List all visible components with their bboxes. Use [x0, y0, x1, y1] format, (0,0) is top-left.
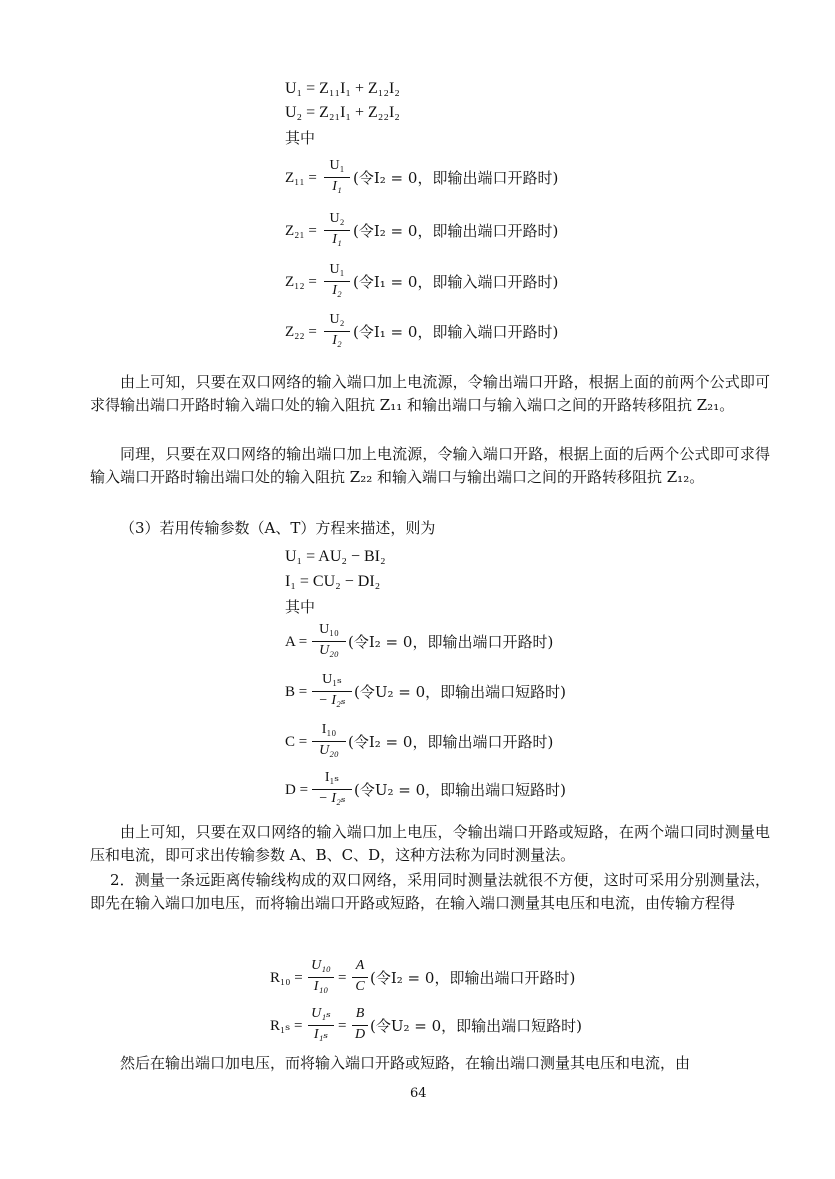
document-page: U₁ = Z₁₁I₁ + Z₁₂I₂ U₂ = Z₂₁I₁ + Z₂₂I₂ 其中 Z₁₁ = U₁ I₁ (令I₂ = 0，即输出端口开路时) Z₂₁ = U₂ I₁ (令I₂ = 0，即输出端口开路时) Z₁₂ = U₁ I₂ (令I₁ = 0，即输入端口开路时) Z₂₂ = U₂ I₂ (令I₁ = 0，即输入端口开路时) 由上可知，只要在双口网络的输入端口加上电流源，令输出端口开路，根据上面的前两个公式即可求得输出端口开路时输入端口处的输入阻抗 Z₁₁ 和输出端口与输入端口之间的开路转移阻抗 Z₂₁。 同理，只要在双口网络的输出端口加上电流源，令输入端口开路，根据上面的后两个公式即可求得输入端口开路时输出端口处的输入阻抗 Z₂₂ 和输入端口与输出端口之间的开路转移阻抗 Z₁₂。 （3）若用传输参数（A、T）方程来描述，则为 U₁ = AU₂ − BI₂ I₁ = CU₂ − DI₂ 其中 A = U₁₀ U₂₀ (令I₂ = 0，即输出端口开路时) B = U₁ₛ − I₂ₛ (令U₂ = 0，即输出端口短路时) C = I₁₀ U₂₀ (令I₂ = 0，即输出端口开路时) D = I₁ₛ − I₂ₛ (令U₂ = 0，即输出端口短路时) 由上可知，只要在双口网络的输入端口加上电压，令输出端口开路或短路，在两个端口同时测量电压和电流，即可求出传输参数 A、B、C、D，这种方法称为同时测量法。 2．测量一条远距离传输线构成的双口网络，采用同时测量法就很不方便，这时可采用分别测量法，即先在输入端口加电压，而将输出端口开路或短路，在输入端口测量其电压和电流，由传输方程得 R₁₀ = U₁₀ I₁₀ = A C (令I₂ = 0，即输出端口开路时) R₁ₛ = U₁ₛ I₁ₛ = B D (令U₂ = 0，即输出端口短路时) 然后在输出端口加电压，而将输入端口开路或短路，在输出端口测量其电压和电流，由 64	[90, 80, 770, 1101]
r1s-num2: B	[355, 1006, 365, 1021]
r1s-lhs: R₁ₛ =	[270, 1018, 303, 1034]
z21-lhs: Z₂₁ =	[285, 223, 317, 239]
r10-lhs: R₁₀ =	[270, 970, 303, 986]
r10-den2: C	[355, 979, 365, 994]
r1s-condition: (令U₂ = 0，即输出端口短路时)	[370, 1017, 583, 1035]
z11-condition: (令I₂ = 0，即输出端口开路时)	[353, 169, 559, 187]
z21-num: U₂	[329, 211, 345, 226]
c-den: U₂₀	[319, 743, 339, 758]
b-num: U₁ₛ	[322, 672, 342, 687]
z22-num: U₂	[329, 312, 345, 327]
z12-lhs: Z₁₂ =	[285, 274, 317, 290]
z12-den: I₂	[332, 283, 342, 298]
z11-num: U₁	[329, 158, 345, 173]
d-den: − I₂ₛ	[318, 791, 346, 806]
r10-condition: (令I₂ = 0，即输出端口开路时)	[370, 969, 576, 987]
z22-condition: (令I₁ = 0，即输入端口开路时)	[353, 323, 559, 341]
z22-den: I₂	[332, 333, 342, 348]
c-lhs: C =	[285, 734, 308, 750]
z11-den: I₁	[332, 179, 342, 194]
equation-u2: U₂ = Z₂₁I₁ + Z₂₂I₂	[285, 104, 400, 121]
d-num: I₁ₛ	[324, 770, 340, 785]
label-qizhong-1: 其中	[285, 129, 316, 147]
c-num: I₁₀	[321, 722, 337, 737]
a-num: U₁₀	[319, 622, 339, 637]
paragraph-3: （3）若用传输参数（A、T）方程来描述，则为	[120, 519, 436, 537]
paragraph-1: 由上可知，只要在双口网络的输入端口加上电流源，令输出端口开路，根据上面的前两个公式即可求得输出端口开路时输入端口处的输入阻抗 Z₁₁ 和输出端口与输入端口之间的开路转移阻抗 Z₂₁。	[90, 373, 770, 414]
paragraph-5: 2．测量一条远距离传输线构成的双口网络，采用同时测量法就很不方便，这时可采用分别测量法，即先在输入端口加电压，而将输出端口开路或短路，在输入端口测量其电压和电流，由传输方程得	[90, 871, 770, 912]
a-lhs: A =	[285, 634, 308, 650]
b-condition: (令U₂ = 0，即输出端口短路时)	[354, 683, 567, 701]
a-den: U₂₀	[319, 643, 339, 658]
r10-den1: I₁₀	[313, 979, 329, 994]
b-den: − I₂ₛ	[318, 693, 346, 708]
z12-num: U₁	[329, 262, 345, 277]
z21-den: I₁	[332, 232, 342, 247]
z12-condition: (令I₁ = 0，即输入端口开路时)	[353, 273, 559, 291]
r1s-num1: U₁ₛ	[311, 1006, 331, 1021]
d-lhs: D =	[285, 782, 309, 798]
d-condition: (令U₂ = 0，即输出端口短路时)	[354, 781, 567, 799]
label-qizhong-2: 其中	[285, 598, 316, 616]
r1s-den1: I₁ₛ	[313, 1027, 329, 1042]
equation-t-i1: I₁ = CU₂ − DI₂	[285, 573, 381, 590]
paragraph-2: 同理，只要在双口网络的输出端口加上电流源，令输入端口开路，根据上面的后两个公式即可求得输入端口开路时输出端口处的输入阻抗 Z₂₂ 和输入端口与输出端口之间的开路转移阻抗 Z₁₂。	[90, 445, 770, 486]
z22-lhs: Z₂₂ =	[285, 324, 317, 340]
z21-condition: (令I₂ = 0，即输出端口开路时)	[353, 222, 559, 240]
paragraph-6: 然后在输出端口加电压，而将输入端口开路或短路，在输出端口测量其电压和电流，由	[120, 1054, 691, 1072]
equation-u1: U₁ = Z₁₁I₁ + Z₁₂I₂	[285, 80, 400, 97]
r1s-den2: D	[354, 1027, 366, 1042]
r10-num1: U₁₀	[311, 958, 331, 973]
a-condition: (令I₂ = 0，即输出端口开路时)	[348, 633, 554, 651]
r10-num2: A	[355, 958, 365, 973]
b-lhs: B =	[285, 684, 308, 700]
paragraph-4: 由上可知，只要在双口网络的输入端口加上电压，令输出端口开路或短路，在两个端口同时测量电压和电流，即可求出传输参数 A、B、C、D，这种方法称为同时测量法。	[90, 823, 770, 864]
z11-lhs: Z₁₁ =	[285, 170, 317, 186]
page-number: 64	[410, 1086, 427, 1101]
c-condition: (令I₂ = 0，即输出端口开路时)	[348, 733, 554, 751]
equation-t-u1: U₁ = AU₂ − BI₂	[285, 548, 386, 565]
